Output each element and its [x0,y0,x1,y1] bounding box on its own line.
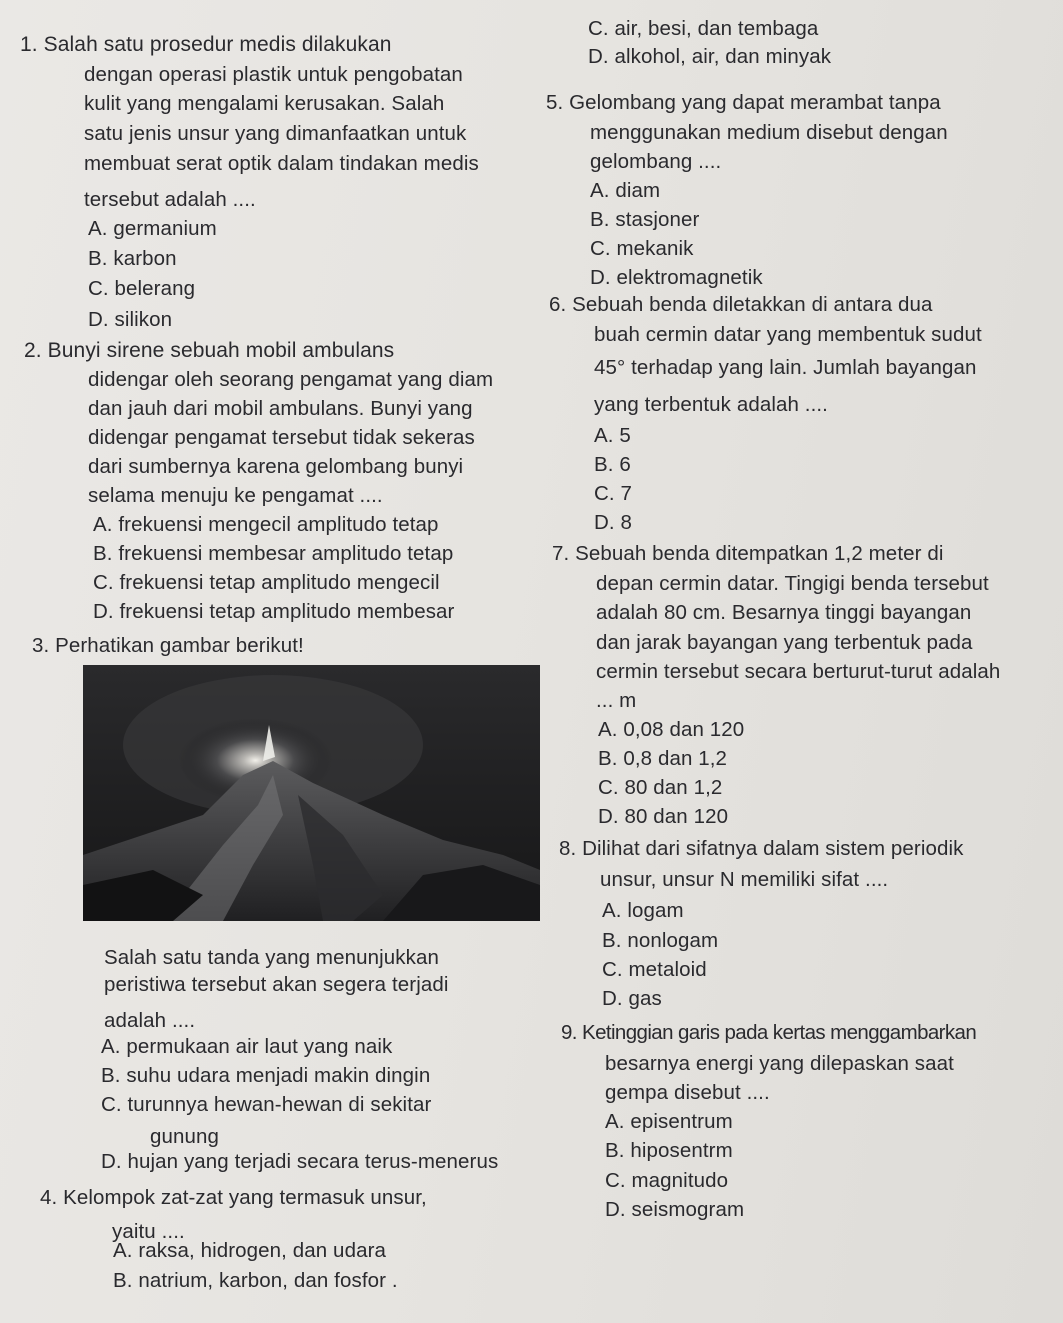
q9-option-d: D. seismogram [605,1198,745,1221]
q1-stem-line: tersebut adalah .... [84,188,256,211]
q1-option-d: D. silikon [88,308,173,331]
volcano-eruption-photo [83,665,540,921]
q9-option-c: C. magnitudo [605,1169,729,1192]
q7-stem-line: dan jarak bayangan yang terbentuk pada [596,631,973,654]
q6-option-a: A. 5 [594,424,631,447]
q9-option-a: A. episentrum [605,1110,733,1133]
q3-option-a: A. permukaan air laut yang naik [101,1035,393,1058]
q3-option-b: B. suhu udara menjadi makin dingin [101,1064,431,1087]
q3-option-d: D. hujan yang terjadi secara terus-menerus [101,1150,499,1173]
q5-stem-line: menggunakan medium disebut dengan [590,121,948,144]
q4-option-d: D. alkohol, air, dan minyak [588,45,832,68]
q7-stem-line: adalah 80 cm. Besarnya tinggi bayangan [596,601,972,624]
q5-option-c: C. mekanik [590,237,694,260]
q5-stem-line: gelombang .... [590,150,722,173]
q7-option-a: A. 0,08 dan 120 [598,718,745,741]
q2-option-b: B. frekuensi membesar amplitudo tetap [93,542,454,565]
q8-option-c: C. metaloid [602,958,707,981]
q8-option-a: A. logam [602,899,684,922]
q2-stem-line: dari sumbernya karena gelombang bunyi [88,455,464,478]
q2-option-c: C. frekuensi tetap amplitudo mengecil [93,571,440,594]
q7-stem-line: 7. Sebuah benda ditempatkan 1,2 meter di [552,542,944,565]
q2-stem-line: didengar oleh seorang pengamat yang diam [88,368,494,391]
q1-option-c: C. belerang [88,277,196,300]
q5-option-b: B. stasjoner [590,208,700,231]
q1-stem-line: kulit yang mengalami kerusakan. Salah [84,92,445,115]
q5-option-d: D. elektromagnetik [590,266,763,289]
q6-stem-line: 45° terhadap yang lain. Jumlah bayangan [594,356,977,379]
q4-stem-line: 4. Kelompok zat-zat yang termasuk unsur, [40,1186,427,1209]
q1-option-b: B. karbon [88,247,177,270]
q8-stem-line: 8. Dilihat dari sifatnya dalam sistem periodik [559,837,964,860]
q3-after-image-line: Salah satu tanda yang menunjukkan [104,946,439,969]
q4-option-b: B. natrium, karbon, dan fosfor . [113,1269,398,1292]
q7-option-b: B. 0,8 dan 1,2 [598,747,728,770]
q2-option-a: A. frekuensi mengecil amplitudo tetap [93,513,439,536]
q3-option-c-cont: gunung [150,1125,220,1148]
q2-option-d: D. frekuensi tetap amplitudo membesar [93,600,455,623]
q2-stem-line: 2. Bunyi sirene sebuah mobil ambulans [24,339,395,362]
q5-option-a: A. diam [590,179,661,202]
q6-stem-line: 6. Sebuah benda diletakkan di antara dua [549,293,933,316]
q4-option-a: A. raksa, hidrogen, dan udara [113,1239,386,1262]
q3-stem-line: 3. Perhatikan gambar berikut! [32,634,304,657]
q1-stem-line: 1. Salah satu prosedur medis dilakukan [20,33,392,56]
q6-option-d: D. 8 [594,511,632,534]
q8-stem-line: unsur, unsur N memiliki sifat .... [600,868,889,891]
q2-stem-line: didengar pengamat tersebut tidak sekeras [88,426,475,449]
q6-stem-line: buah cermin datar yang membentuk sudut [594,323,982,346]
q8-option-d: D. gas [602,987,662,1010]
q2-stem-line: selama menuju ke pengamat .... [88,484,383,507]
q7-stem-line: ... m [596,689,637,712]
q3-after-image-line: peristiwa tersebut akan segera terjadi [104,973,449,996]
q6-option-c: C. 7 [594,482,632,505]
q3-after-image-line: adalah .... [104,1009,196,1032]
q7-option-d: D. 80 dan 120 [598,805,729,828]
q2-stem-line: dan jauh dari mobil ambulans. Bunyi yang [88,397,473,420]
q7-stem-line: depan cermin datar. Tingigi benda tersebut [596,572,989,595]
q4-stem-line: yaitu .... [112,1220,185,1243]
q7-stem-line: cermin tersebut secara berturut-turut adalah [596,660,1001,683]
q1-stem-line: membuat serat optik dalam tindakan medis [84,152,479,175]
q1-stem-line: dengan operasi plastik untuk pengobatan [84,63,463,86]
q7-option-c: C. 80 dan 1,2 [598,776,723,799]
q5-stem-line: 5. Gelombang yang dapat merambat tanpa [546,91,941,114]
q9-stem-line: gempa disebut .... [605,1081,770,1104]
q1-option-a: A. germanium [88,217,217,240]
q8-option-b: B. nonlogam [602,929,719,952]
q9-stem-line: besarnya energi yang dilepaskan saat [605,1052,954,1075]
q3-option-c: C. turunnya hewan-hewan di sekitar [101,1093,432,1116]
q1-stem-line: satu jenis unsur yang dimanfaatkan untuk [84,122,467,145]
q6-option-b: B. 6 [594,453,631,476]
q9-option-b: B. hiposentrm [605,1139,733,1162]
q6-stem-line: yang terbentuk adalah .... [594,393,828,416]
q9-stem-line: 9. Ketinggian garis pada kertas menggambarkan [561,1021,977,1044]
q4-option-c: C. air, besi, dan tembaga [588,17,819,40]
